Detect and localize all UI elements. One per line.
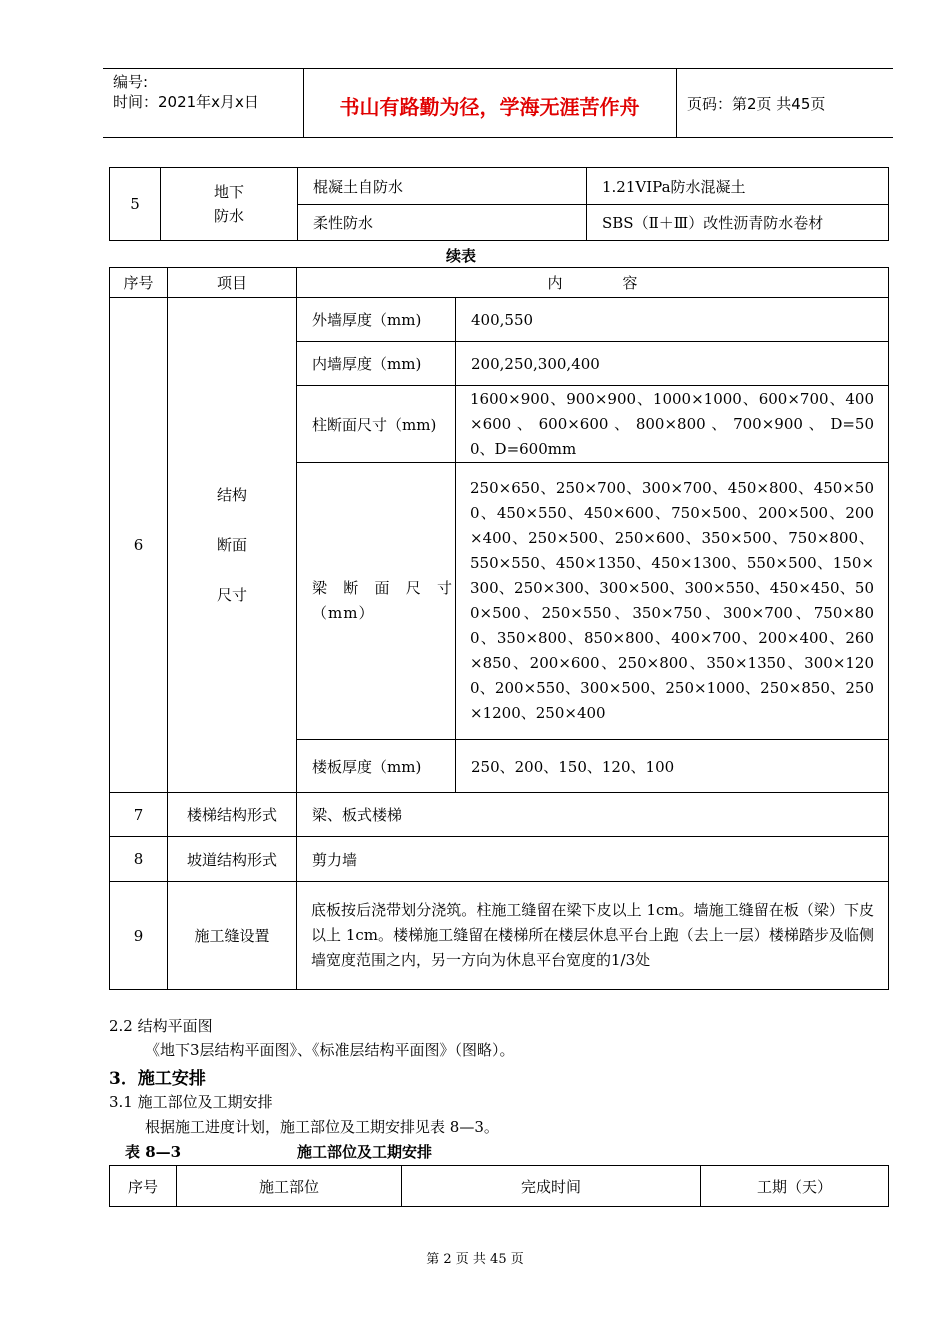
sub-label: 梁 断 面 尺 寸（mm） xyxy=(297,463,456,740)
row5-value: SBS（Ⅱ＋Ⅲ）改性沥青防水卷材 xyxy=(587,205,889,241)
continued-title: 续表 xyxy=(445,247,476,265)
row8-item: 坡道结构形式 xyxy=(168,837,297,882)
row5-type: 柔性防水 xyxy=(298,205,587,241)
row7-item: 楼梯结构形式 xyxy=(168,793,297,837)
section-3-1-heading: 3.1 施工部位及工期安排 xyxy=(109,1093,273,1111)
section-2-2-text: 《地下3层结构平面图》、《标准层结构平面图》（图略）。 xyxy=(145,1041,515,1059)
row9-content: 底板按后浇带划分浇筑。柱施工缝留在梁下皮以上 1cm。墙施工缝留在板（梁）下皮以上 1cm。楼梯施工缝留在楼梯所在楼层休息平台上跑（去上一层）楼梯踏步及临侧墙宽度范围之内，另一方向为休息平台宽度的1/3处 xyxy=(297,882,889,990)
section-2-2-heading: 2.2 结构平面图 xyxy=(109,1017,213,1035)
page-footer: 第 2 页 共 45 页 xyxy=(426,1252,524,1267)
section-3-heading: 3．施工安排 xyxy=(109,1069,206,1089)
sub-value: 250×650、250×700、300×700、450×800、450×500、450×550、450×600、750×500、200×500、200×400、250×500、250×600、350×500、750×800、550×550、450×1350、450×1300、550×500、150×300、250×300、300×500、300×550、450×450、500×500、250×550、350×750、300×700、750×800、350×800、850×800、400×700、200×400、260×850、200×600、250×800、350×1350、300×1200、200×550、300×500、250×1000、250×850、250×1200、250×400 xyxy=(456,463,889,740)
sub-label: 柱断面尺寸（mm) xyxy=(297,386,456,463)
sub-value: 250、200、150、120、100 xyxy=(456,740,889,793)
header-meta xyxy=(113,72,259,112)
row8-content: 剪力墙 xyxy=(297,837,889,882)
sub-label: 楼板厚度（mm) xyxy=(297,740,456,793)
row5-no: 5 xyxy=(110,168,161,241)
table-number: 表 8—3 xyxy=(125,1143,182,1161)
header-item: 项目 xyxy=(168,268,297,298)
row5-type: 棍凝土自防水 xyxy=(298,168,587,205)
row6-no: 6 xyxy=(110,298,168,793)
row8-no: 8 xyxy=(110,837,168,882)
header-page-number: 页码：第2页 共45页 xyxy=(687,95,826,113)
row5-item: 地下 防水 xyxy=(161,168,298,241)
row7-no: 7 xyxy=(110,793,168,837)
col-header: 完成时间 xyxy=(402,1166,701,1207)
waterproof-table xyxy=(109,167,889,241)
header-content: 内 容 xyxy=(297,268,889,298)
sub-value: 400,550 xyxy=(456,298,889,342)
header-no: 序号 xyxy=(110,268,168,298)
structure-table xyxy=(109,267,889,990)
code-label: 编号: xyxy=(113,73,149,91)
sub-value: 200,250,300,400 xyxy=(456,342,889,386)
table-title: 施工部位及工期安排 xyxy=(297,1143,433,1161)
row6-item: 结构 断面 尺寸 xyxy=(168,298,297,793)
row7-content: 梁、板式楼梯 xyxy=(297,793,889,837)
schedule-table xyxy=(109,1165,889,1207)
sub-value: 1600×900、900×900、1000×1000、600×700、400×600 、 600×600 、 800×800 、 700×900 、 D=500、D=600mm xyxy=(456,386,889,463)
sub-label: 内墙厚度（mm) xyxy=(297,342,456,386)
time-label: 时间：2021年x月x日 xyxy=(113,93,259,111)
col-header: 序号 xyxy=(110,1166,177,1207)
section-3-1-text: 根据施工进度计划，施工部位及工期安排见表 8—3。 xyxy=(145,1118,499,1136)
page-header xyxy=(103,68,893,138)
row5-value: 1.21VIPa防水混凝土 xyxy=(587,168,889,205)
col-header: 工期（天） xyxy=(701,1166,889,1207)
sub-label: 外墙厚度（mm) xyxy=(297,298,456,342)
col-header: 施工部位 xyxy=(177,1166,402,1207)
row9-no: 9 xyxy=(110,882,168,990)
header-motto: 书山有路勤为径，学海无涯苦作舟 xyxy=(339,95,640,119)
row9-item: 施工缝设置 xyxy=(168,882,297,990)
